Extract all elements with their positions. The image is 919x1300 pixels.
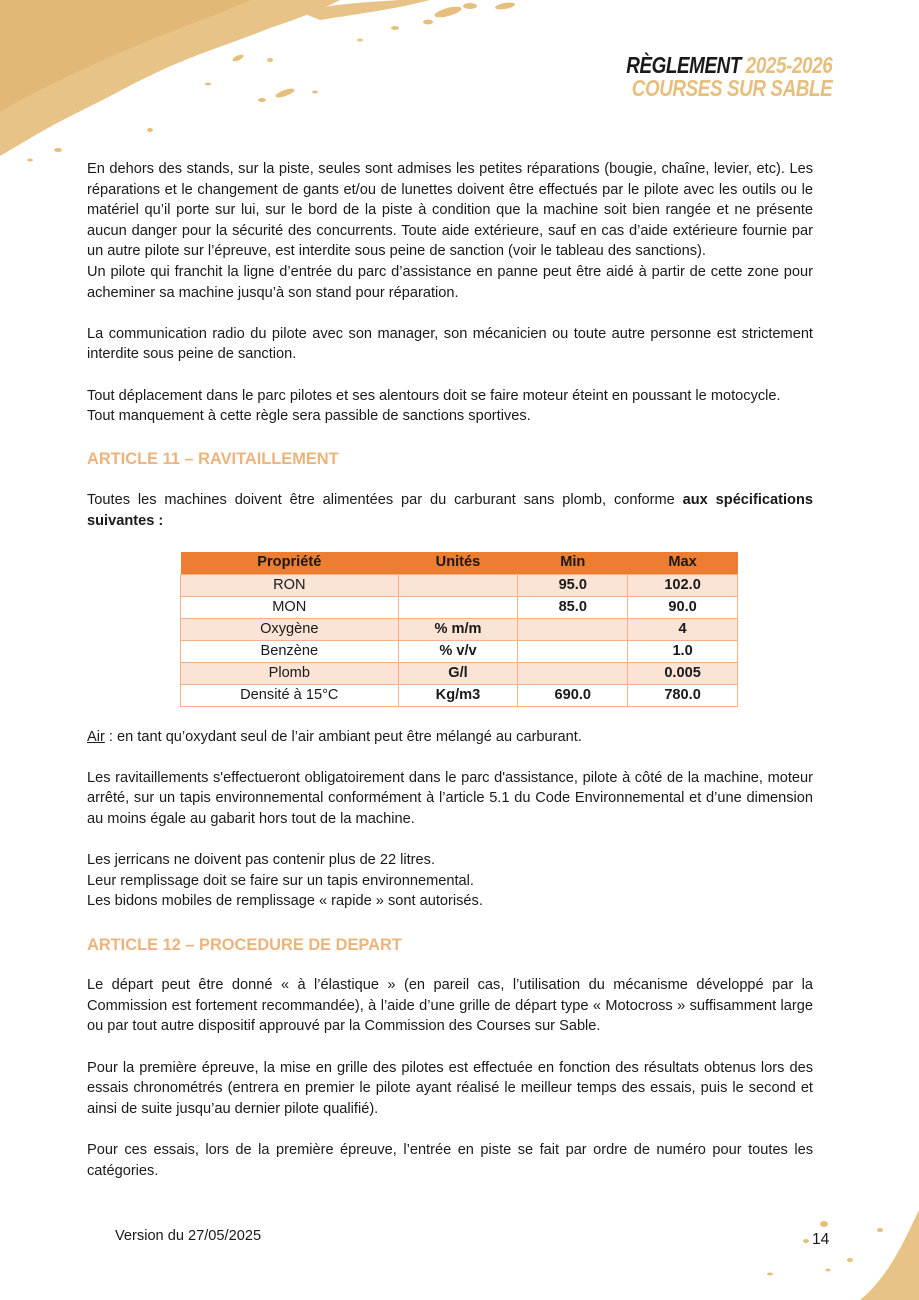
air-label: Air — [87, 728, 105, 745]
fuel-intro-text: Toutes les machines doivent être alimentées par du carburant sans plomb, conforme — [87, 491, 683, 508]
table-cell: 85.0 — [518, 596, 628, 618]
jerrican-line1: Les jerricans ne doivent pas contenir plus de 22 litres. — [87, 852, 436, 869]
table-cell: 1.0 — [628, 640, 738, 662]
table-cell: Plomb — [181, 662, 399, 684]
paragraph-practice-entry: Pour ces essais, lors de la première épreuve, l’entrée en piste se fait par ordre de numéro pour toutes les catégories. — [87, 1141, 813, 1179]
table-cell — [518, 662, 628, 684]
table-cell: G/l — [398, 662, 518, 684]
table-cell: Densité à 15°C — [181, 684, 399, 706]
table-cell: 780.0 — [628, 684, 738, 706]
article-12-heading: ARTICLE 12 – PROCEDURE DE DEPART — [87, 935, 402, 954]
sand-splash-bottom-decoration — [740, 1200, 919, 1300]
paragraph-jerricans — [87, 850, 813, 912]
table-cell: 0.005 — [628, 662, 738, 684]
table-cell: MON — [181, 596, 399, 618]
fuel-intro-bold: aux spécifications suivantes : — [87, 491, 813, 529]
table-cell: % v/v — [398, 640, 518, 662]
paragraph-air — [87, 727, 813, 748]
table-cell — [518, 618, 628, 640]
table-row — [181, 596, 738, 618]
jerrican-line3: Les bidons mobiles de remplissage « rapide » sont autorisés. — [87, 893, 483, 910]
paragraph-radio-communication: La communication radio du pilote avec son manager, son mécanicien ou toute autre personne est strictement interdite sous peine de sanction. — [87, 325, 813, 363]
article-11-heading: ARTICLE 11 – RAVITAILLEMENT — [87, 450, 339, 469]
document-header-title — [626, 54, 832, 100]
paragraph-repairs: En dehors des stands, sur la piste, seules sont admises les petites réparations (bougie, chaîne, levier, etc). Les réparations et le changement de gants et/ou de lunettes doivent être effectués par le pilote avec les outils ou le matériel qu’il porte sur lui, sur le bord de la piste à condition que la machine soit bien rangée et ne présente aucun danger pour la sécurité des concurrents. Toute aide extérieure, sauf en cas d’aide extérieure fournie par un autre pilote sur l’épreuve, est interdite sous peine de sanction (voir le tableau des sanctions). — [87, 161, 813, 260]
paddock-movement-line2: Tout manquement à cette règle sera passible de sanctions sportives. — [87, 408, 531, 425]
paragraph-start-method: Le départ peut être donné « à l’élastique » (en pareil cas, l’utilisation du mécanisme développé par la Commission est fortement recommandée), à l’aide d’une grille de départ type « Motocross » suffisamment large ou par tout autre dispositif approuvé par la Commission des Courses sur Sable. — [87, 977, 813, 1035]
table-cell: RON — [181, 574, 399, 596]
footer-version: Version du 27/05/2025 — [115, 1228, 262, 1244]
table-row — [181, 618, 738, 640]
table-row — [181, 684, 738, 706]
page-number: 14 — [812, 1231, 830, 1248]
table-cell: Oxygène — [181, 618, 399, 640]
table-cell — [398, 596, 518, 618]
table-cell: 4 — [628, 618, 738, 640]
fuel-spec-header-row — [181, 552, 738, 575]
column-header-units: Unités — [398, 552, 518, 575]
table-cell — [398, 574, 518, 596]
sand-splash-top-decoration — [0, 0, 560, 170]
table-cell: 690.0 — [518, 684, 628, 706]
column-header-max: Max — [628, 552, 738, 575]
table-row — [181, 574, 738, 596]
table-cell: 90.0 — [628, 596, 738, 618]
table-cell: Benzène — [181, 640, 399, 662]
paragraph-fuel-intro — [87, 490, 813, 531]
jerrican-line2: Leur remplissage doit se faire sur un tapis environnemental. — [87, 872, 474, 889]
paragraph-paddock-movement — [87, 386, 813, 427]
table-row — [181, 662, 738, 684]
table-row — [181, 640, 738, 662]
paragraph-breakdown-assistance: Un pilote qui franchit la ligne d’entrée du parc d’assistance en panne peut être aidé à partir de cette zone pour acheminer sa machine jusqu’à son stand pour réparation. — [87, 263, 813, 301]
table-cell: 95.0 — [518, 574, 628, 596]
air-text: : en tant qu’oxydant seul de l’air ambiant peut être mélangé au carburant. — [104, 728, 582, 745]
paddock-movement-line1: Tout déplacement dans le parc pilotes et ses alentours doit se faire moteur éteint en poussant le motocycle. — [87, 387, 781, 404]
table-cell: % m/m — [398, 618, 518, 640]
header-title-season: 2025-2026 — [745, 52, 832, 78]
table-cell: Kg/m3 — [398, 684, 518, 706]
column-header-min: Min — [518, 552, 628, 575]
header-title-subtitle: COURSES SUR SABLE — [631, 75, 832, 101]
paragraph-refuelling: Les ravitaillements s'effectueront obligatoirement dans le parc d'assistance, pilote à côté de la machine, moteur arrêté, sur un tapis environnemental conformément à l’article 5.1 du Code Environnemental et d’une dimension au moins égale au gabarit hors tout de la machine. — [87, 769, 813, 828]
paragraph-grid-order: Pour la première épreuve, la mise en grille des pilotes est effectuée en fonction des résultats obtenus lors des essais chronométrés (entrera en premier le pilote ayant réalisé le meilleur temps des essais, puis le second et ainsi de suite jusqu’au dernier pilote qualifié). — [87, 1059, 813, 1117]
header-title-reglement: RÈGLEMENT — [625, 52, 741, 78]
page-content — [87, 159, 813, 1202]
fuel-spec-table — [180, 552, 738, 707]
column-header-property: Propriété — [181, 552, 399, 575]
table-cell: 102.0 — [628, 574, 738, 596]
table-cell — [518, 640, 628, 662]
